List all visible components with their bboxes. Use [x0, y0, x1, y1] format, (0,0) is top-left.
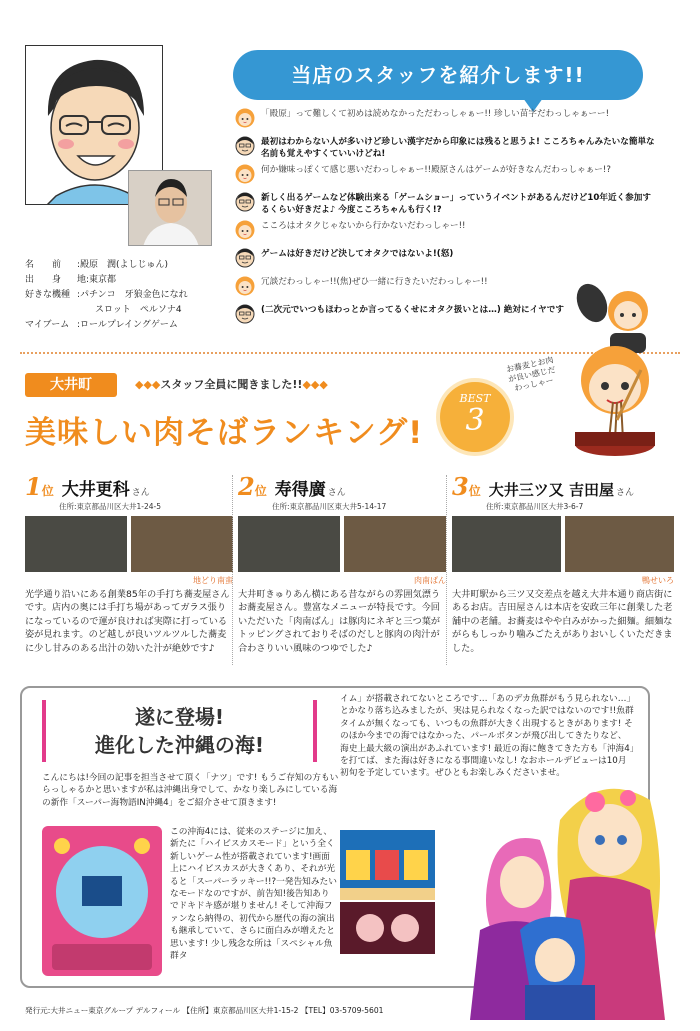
profile-key: 名 前	[25, 260, 62, 270]
diamond-icon: ◆◆◆	[302, 378, 328, 391]
dialog-text: こころはオタクじゃないから行かないだわっしゃー!!	[261, 221, 466, 231]
mascot-eating-soba-illustration	[555, 340, 675, 465]
staff-face-icon	[235, 248, 255, 268]
rank-suffix: 位	[468, 484, 481, 498]
staff-banner: 当店のスタッフを紹介します!!	[233, 50, 643, 100]
game-screen-image	[340, 830, 435, 900]
okinawa-title	[42, 700, 317, 762]
profile-value: スロット ペルソナ4	[77, 305, 182, 315]
profile-value: 地:東京都	[77, 275, 117, 285]
subheading-text: スタッフ全員に聞きました!!	[160, 378, 303, 391]
okinawa-body-right: イム」が搭載されてないところです…「あのデカ魚群がもう見られない…」とかなり落ち込みましたが、実は見られなくなった訳ではないのです!!魚群タイムが無くなっても、いつもの魚群が大きく出現するときがあります! そのほか今までの海ではなかった、パールボタンが飛び出してきたりなど、海史上最大級の演出があふれています! 最近の海に飽きてきた方も「沖海4」を打てば、また海は好きになる事間違いなし! なおホールデビューは10月初旬を予定しています。ぜひともお楽しみくださいませ。	[340, 694, 635, 779]
dialog-text: (二次元でいつもほわっとか言ってるくせにオタク扱いとは…) 絶対にイヤです	[261, 305, 564, 315]
profile-key	[25, 303, 77, 318]
profile-value: :殿原 潤(よしじゅん)	[77, 260, 169, 270]
shop-exterior-photo	[452, 516, 561, 572]
profile-key: 好きな機種	[25, 290, 71, 300]
rank-number: 3	[452, 472, 469, 501]
column-divider	[446, 475, 447, 665]
best-number: 3	[465, 403, 485, 438]
staff-photo	[128, 170, 212, 246]
dialog-line	[235, 248, 655, 272]
shop-description: 大井町駅から三ツ又交差点を越え大井本通り商店街にあるお店。吉田屋さんは本店を安政三年に創業した老舗中の老舗。お蕎麦はやや白みがかった細麺。細麺ながらもしっかり噛みごたえがありおいしくいただきました。	[452, 589, 673, 654]
okinawa-characters-illustration	[450, 760, 700, 1020]
dialog-text: 「殿原」って難しくて初めは読めなかっただわっしゃぁー!! 珍しい苗字だわっしゃぁーー!	[261, 109, 610, 119]
rank-suffix: 位	[41, 484, 54, 498]
dish-name: 鴨せいろ	[642, 576, 674, 585]
mascot-face-icon	[235, 108, 255, 128]
dialog-line	[235, 164, 655, 188]
profile-key: 出 身	[25, 275, 62, 285]
shop-description: 光学通り沿いにある創業85年の手打ち蕎麦屋さんです。店内の奥には手打ち場があってガラス張りになっているので運が良ければ実際に打っている姿が見れます。のど越しが良いツルツルした蕎麦に少し甘みのある出汁の効いた汁が絶妙です♪	[25, 589, 230, 654]
dialog-text: ゲームは好きだけど決してオタクではないよ!(怒)	[261, 249, 454, 259]
profile-value: :ロールプレイングゲーム	[77, 320, 178, 330]
shop-description: 大井町きゅりあん横にある昔ながらの雰囲気漂うお蕎麦屋さん。豊富なメニューが特長です。今回いただいた「肉南ばん」は豚肉にネギと三つ葉がトッピングされておりそばのだしと豚肉の肉汁が合わさりいい風味のつゆでした♪	[238, 589, 441, 654]
pachinko-machine-image	[42, 826, 162, 976]
okinawa-title-line1: 遂に登場!	[134, 705, 225, 729]
dialog-text: 新しく出るゲームなど体験出来る「ゲームショー」っていうイベントがあるんだけど10年近く参加するくらい好きだよ♪ 今度こころちゃんも行く!?	[261, 193, 651, 215]
okinawa-intro: こんにちは!今回の記事を担当させて頂く「ナツ」です! もうご存知の方もいらっしゃるかと思いますが私は沖縄出身でして、かなり楽しみにしている海の新作「スーパー海物語IN沖縄4」をご紹介させて頂きます!	[42, 773, 339, 808]
rank-item-3	[452, 472, 674, 655]
dialog-line	[235, 108, 655, 132]
profile-key: マイブーム	[25, 320, 70, 330]
okinawa-body-mid: この沖海4には、従来のステージに加え、新たに「ハイビスカスモード」という全く新しいゲーム性が搭載されています!画面上にハイビスカスが大きくあり、それが光ると「スーパーラッキー!!?一発告知みたいなモードなのですが、前告知!後告知ありでドキドキ感が堪りません! そして沖海ファンなら納得の、初代から歴代の海の演出も継承していて、さらに面白みが増えたと思います! 少し残念な所は「スペシャル魚群タ	[170, 827, 337, 962]
okinawa-title-line2: 進化した沖縄の海!	[94, 733, 265, 757]
staff-profile	[25, 258, 225, 333]
best3-badge	[440, 382, 510, 452]
shop-address: 住所:東京都品川区東大井5-14-17	[272, 502, 387, 511]
dish-name: 肉南ばん	[414, 576, 446, 585]
dialog-line	[235, 136, 655, 160]
soba-photo	[131, 516, 233, 572]
honorific: さん	[615, 488, 634, 498]
area-tag: 大井町	[25, 373, 117, 397]
shop-address: 住所:東京都品川区大井3-6-7	[486, 502, 584, 511]
best-label: BEST	[459, 392, 491, 405]
rank-item-1	[25, 472, 233, 655]
rank-suffix: 位	[254, 484, 267, 498]
soba-photo	[344, 516, 446, 572]
dialog-text: 最初はわからない人が多いけど珍しい漢字だから印象には残ると思うよ! こころちゃんみたいな簡単な名前も覚えやすくていいけどね!	[261, 137, 655, 159]
rank-number: 2	[238, 472, 255, 501]
mascot-face-icon	[235, 220, 255, 240]
mascot-face-icon	[235, 276, 255, 296]
dialog-line	[235, 220, 655, 244]
shop-address: 住所:東京都品川区大井1-24-5	[59, 502, 162, 511]
dish-name: 地どり南蛮	[193, 576, 233, 585]
staff-face-icon	[235, 304, 255, 324]
ranking-subheading	[135, 376, 328, 392]
column-divider	[232, 475, 233, 665]
profile-value: :パチンコ 牙狼金色になれ	[77, 290, 188, 300]
rank-number: 1	[25, 472, 42, 501]
rank-item-2	[238, 472, 446, 655]
mascot-face-icon	[235, 164, 255, 184]
staff-face-icon	[235, 136, 255, 156]
honorific: さん	[131, 488, 150, 498]
shop-name: 寿得廣	[274, 480, 326, 500]
shop-exterior-photo	[238, 516, 340, 572]
dialog-text: 冗談だわっしゃー!!(焦)ぜひ一緒に行きたいだわっしゃー!!	[261, 277, 488, 287]
ranking-title: 美味しい肉そばランキング!	[25, 415, 424, 451]
publisher-footer: 発行元:大井ニュー東京グループ デルフィール 【住所】東京都品川区大井1-15-2 【TEL】03-5709-5601	[25, 1006, 384, 1015]
dialog-text: 何か嫌味っぽくて感じ悪いだわっしゃぁー!!殿原さんはゲームが好きなんだわっしゃぁー!?	[261, 165, 611, 175]
dialog-line	[235, 192, 655, 216]
staff-face-icon	[235, 192, 255, 212]
mascot-caption: お蕎麦とお肉が良い感じだわっしゃー	[505, 355, 557, 393]
shop-exterior-photo	[25, 516, 127, 572]
diamond-icon: ◆◆◆	[135, 378, 161, 391]
game-screen-image	[340, 902, 435, 954]
shop-name: 大井更科	[61, 480, 130, 500]
soba-photo	[565, 516, 674, 572]
honorific: さん	[327, 488, 346, 498]
shop-name: 大井三ツ又 吉田屋	[488, 481, 614, 499]
